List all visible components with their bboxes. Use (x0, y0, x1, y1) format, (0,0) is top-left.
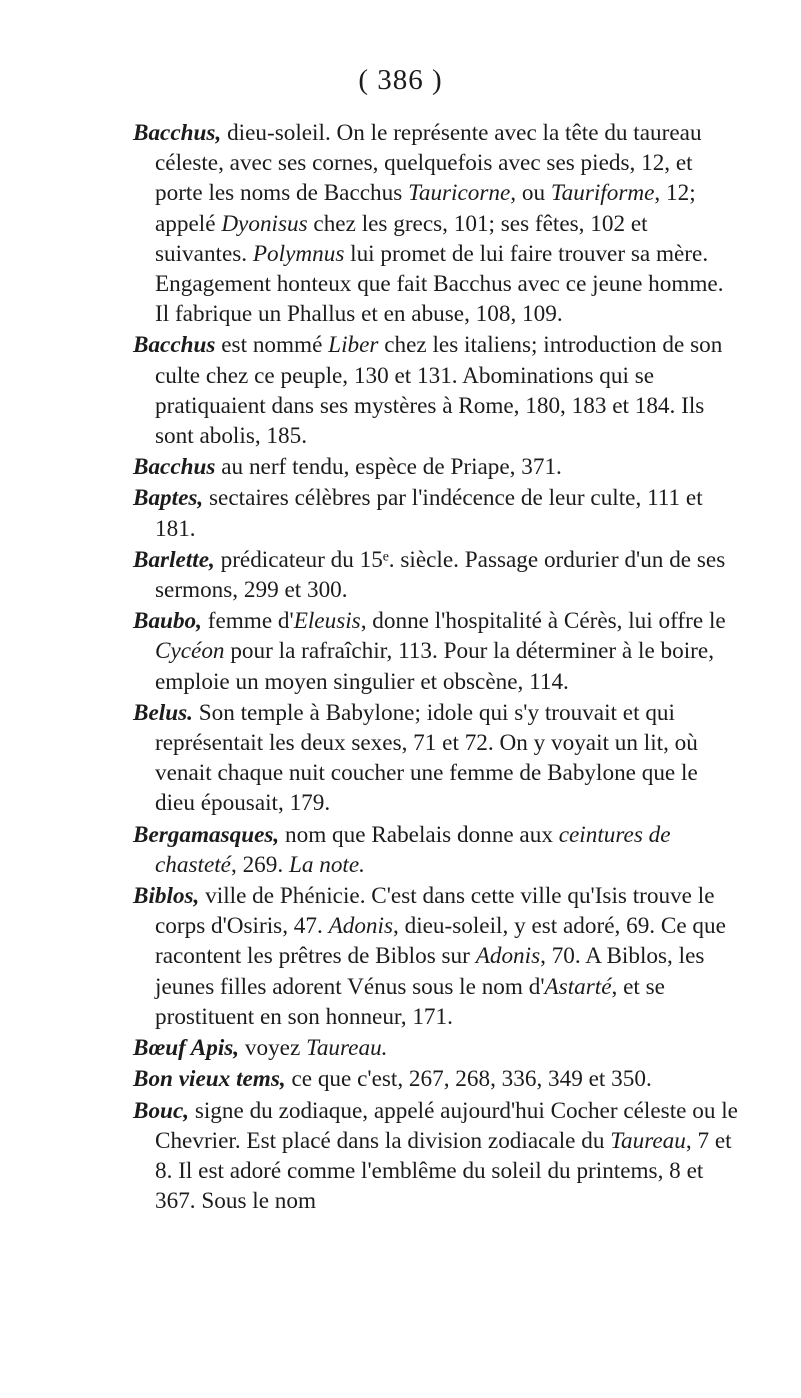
entry-text: chez les italiens; introduction de son culte chez ce peuple, 130 et 131. Abominations qui se pratiquaient dans ses mystères à Rome, 180, 183 et 184. Ils sont abolis, 185. (155, 332, 723, 450)
entry-italic-text: La note. (288, 851, 365, 878)
entry-text: dieu-soleil. On le représente avec la tête du taureau céleste, avec ses cornes, quelquefois avec ses pieds, 12, et porte les noms de Bacchus (155, 120, 702, 207)
entry-text: , 269. (230, 851, 289, 878)
index-entry (133, 820, 743, 880)
index-entry (133, 881, 743, 1032)
entry-text: , 7 et 8. Il est adoré comme l'emblême du soleil du printems, 8 et 367. Sous le nom (155, 1127, 732, 1215)
entry-italic-text: Liber (328, 332, 379, 359)
entry-italic-text: Astarté (544, 973, 612, 1000)
index-entry (133, 698, 743, 819)
entry-italic-text: Adonis (328, 913, 393, 940)
entry-headword: Bacchus (133, 332, 216, 359)
entry-text: ce que c'est, 267, 268, 336, 349 et 350. (285, 1066, 652, 1093)
index-entry (133, 545, 743, 605)
entry-headword: Bergamasques, (133, 821, 280, 848)
entry-text: , 12; appelé (155, 180, 696, 237)
entry-text: nom que Rabelais donne aux (279, 821, 559, 848)
entry-text: signe du zodiaque, appelé aujourd'hui Cocher céleste ou le Chevrier. Est placé dans la division zodiacale du (155, 1097, 738, 1154)
index-entry (133, 483, 743, 543)
index-entry (133, 1096, 743, 1217)
entry-text: , et se prostituent en son honneur, 171. (155, 973, 665, 1030)
entry-headword: Bœuf Apis, (133, 1035, 240, 1062)
entry-italic-text: Cycéon (155, 638, 225, 665)
entry-text: voyez (239, 1035, 307, 1062)
entry-text: prédicateur du 15ᵉ. siècle. Passage ordurier d'un de ses sermons, 299 et 300. (155, 546, 726, 604)
entry-italic-text: Dyonisus (221, 210, 308, 237)
entry-text: ville de Phénicie. C'est dans cette ville qu'Isis trouve le corps d'Osiris, 47. (155, 883, 715, 940)
index-entry (133, 118, 743, 329)
entry-text: Son temple à Babylone; idole qui s'y trouvait et qui représentait les deux sexes, 71 et 72. On y voyait un lit, où venait chaque nuit coucher une femme de Babylone que le dieu épousait, 179. (155, 699, 698, 817)
entry-headword: Barlette, (133, 546, 215, 573)
index-entry (133, 1064, 743, 1094)
page-number: ( 386 ) (358, 64, 443, 96)
entry-headword: Baubo, (133, 608, 202, 635)
entry-headword: Belus. (133, 699, 193, 726)
entry-italic-text: ceintures de chasteté (155, 821, 671, 878)
entry-italic-text: Polymnus (252, 240, 345, 267)
entry-italic-text: Taureau (610, 1127, 686, 1154)
index-entry (133, 606, 743, 697)
entry-headword: Bacchus, (133, 120, 222, 146)
entry-italic-text: Tauricorne, (408, 180, 517, 207)
entry-headword: Bon vieux tems, (133, 1066, 286, 1093)
entry-italic-text: Eleusis (293, 608, 361, 635)
entry-text: au nerf tendu, espèce de Priape, 371. (215, 454, 562, 481)
index-entry (133, 1033, 743, 1063)
entry-text: femme d' (201, 608, 294, 635)
entry-text: ou (516, 180, 551, 207)
entry-text: , 70. A Biblos, les jeunes filles adorent Vénus sous le nom d' (155, 943, 705, 1000)
entry-italic-text: Taureau. (306, 1035, 388, 1062)
entry-text: , donne l'hospitalité à Cérès, lui offre le (360, 608, 726, 635)
entry-headword: Bacchus (133, 454, 216, 481)
entry-text: est nommé (215, 332, 329, 359)
entry-italic-text: Tauriforme (550, 180, 655, 207)
entry-headword: Baptes, (133, 485, 204, 512)
entry-text: sectaires célèbres par l'indécence de leur culte, 111 et 181. (155, 485, 703, 542)
entry-text: pour la rafraîchir, 113. Pour la déterminer à le boire, emploie un moyen singulier et obscène, 114. (155, 638, 714, 695)
entry-text: lui promet de lui faire trouver sa mère. Engagement honteux que fait Bacchus avec ce jeune homme. Il fabrique un Phallus et en abuse, 108, 109. (155, 240, 724, 328)
entry-text: chez les grecs, 101; ses fêtes, 102 et suivantes. (155, 210, 648, 267)
entry-headword: Bouc, (133, 1097, 190, 1124)
entry-headword: Biblos, (133, 883, 200, 910)
entry-text: , dieu-soleil, y est adoré, 69. Ce que racontent les prêtres de Biblos sur (155, 913, 726, 970)
index-entry (133, 330, 743, 451)
entry-italic-text: Adonis (475, 943, 541, 970)
index-entries (133, 118, 743, 1217)
index-entry (133, 452, 743, 482)
